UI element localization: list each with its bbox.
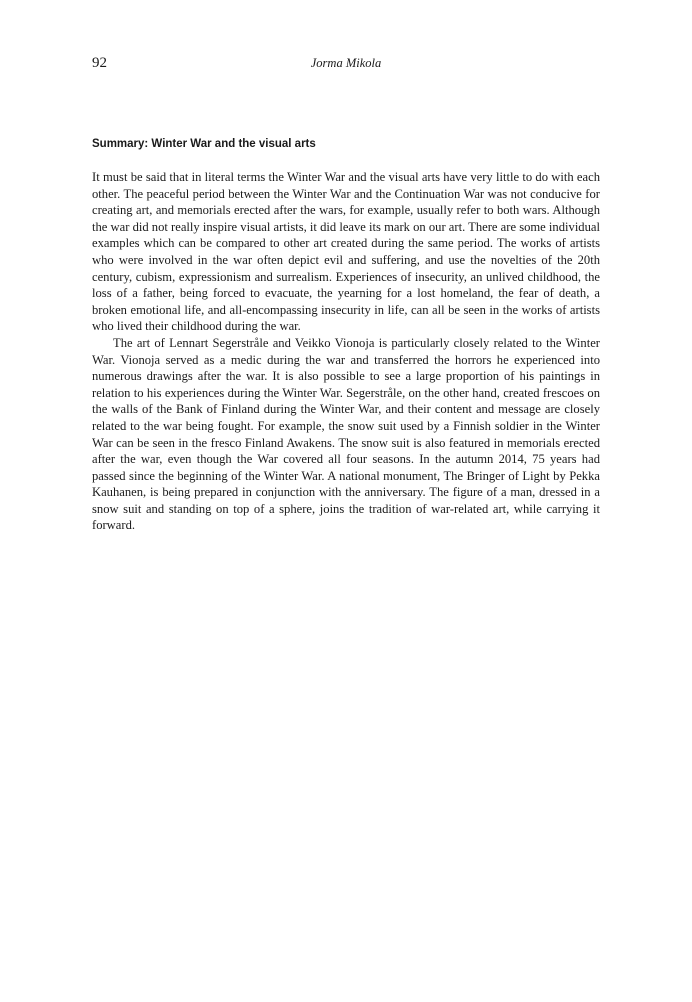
page-header [92,54,600,74]
page-number: 92 [92,55,107,71]
body-text [92,169,600,534]
section-heading: Summary: Winter War and the visual arts [92,138,316,150]
running-head-author: Jorma Mikola [310,56,382,70]
paragraph-1: It must be said that in literal terms the Winter War and the visual arts have very little to do with each other. The peaceful period between the Winter War and the Continuation War was not conducive for creating art, and memorials erected after the wars, for example, usually refer to both wars. Although the war did not really inspire visual artists, it did leave its mark on our art. There are some individual examples which can be compared to other art created during the same period. The works of artists who were involved in the war often depict evil and suffering, and use the novelties of the 20th century, cubism, expressionism and surrealism. Experiences of insecurity, an unlived childhood, the loss of a father, being forced to evacuate, the yearning for a lost homeland, the fear of death, a broken emotional life, and all-encompassing insecurity in life, can all be seen in the works of artists who lived their childhood during the war. [92,170,600,334]
paragraph-2: The art of Lennart Segerstråle and Veikko Vionoja is particularly closely related to the Winter War. Vionoja served as a medic during the war and transferred the horrors he experienced into numerous drawings after the war. It is also possible to see a large proportion of his paintings in relation to his experiences during the Winter War. Segerstråle, on the other hand, created frescoes on the walls of the Bank of Finland during the Winter War, and their content and message are closely related to the war being fought. For example, the snow suit used by a Finnish soldier in the Winter War can be seen in the fresco Finland Awakens. The snow suit is also featured in memorials erected after the war, even though the War covered all four seasons. In the autumn 2014, 75 years had passed since the beginning of the Winter War. A national monument, The Bringer of Light by Pekka Kauhanen, is being prepared in conjunction with the anniversary. The figure of a man, dressed in a snow suit and standing on top of a sphere, joins the tradition of war-related art, while carrying it forward. [92,335,600,533]
